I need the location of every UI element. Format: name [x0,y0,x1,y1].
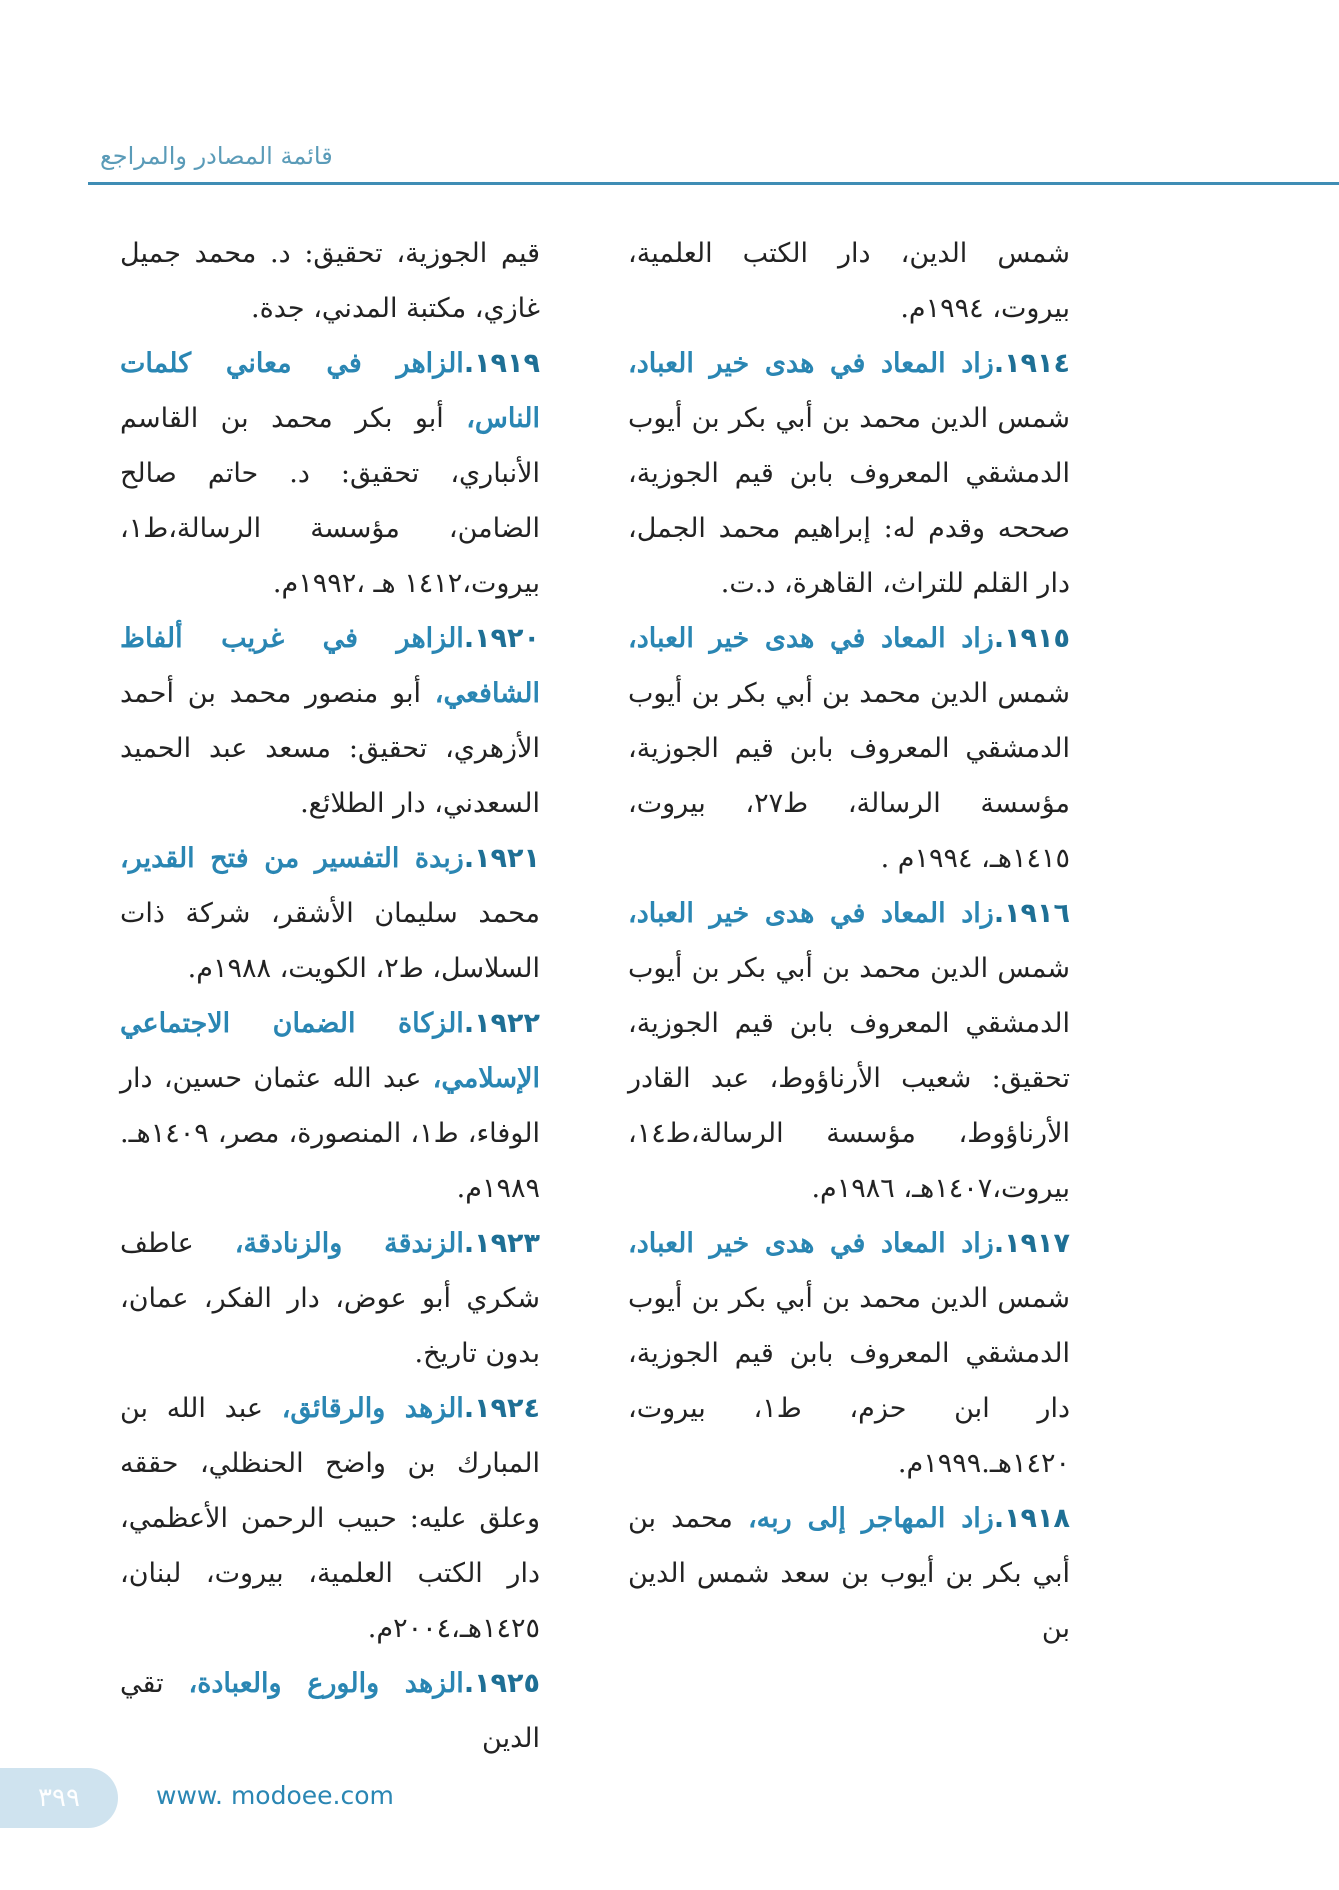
entry-number: ١٩٢٣. [463,1228,541,1259]
entry-body: تقي الدين [120,1668,540,1754]
entry-body: شمس الدين محمد بن أبي بكر بن أيوب الدمشقي المعروف بابن قيم الجوزية، تحقيق: شعيب الأرناؤوط، عبد القادر الأرناؤوط، مؤسسة الرسالة،ط١٤، بيروت،١٤٠٧هـ، ١٩٨٦م. [628,953,1070,1204]
entry-number: ١٩١٥. [993,623,1070,654]
page-number-badge [0,1768,118,1828]
entry-body: شمس الدين محمد بن أبي بكر بن أيوب الدمشقي المعروف بابن قيم الجوزية، مؤسسة الرسالة، ط٢٧، بيروت، ١٤١٥هـ، ١٩٩٤م . [628,678,1070,874]
right-column [628,226,1070,1656]
entry-title: زاد المعاد في هدى خير العباد، [628,348,994,379]
entry-body: شمس الدين محمد بن أبي بكر بن أيوب الدمشقي المعروف بابن قيم الجوزية، دار ابن حزم، ط١، بيروت، ١٤٢٠هـ.١٩٩٩م. [628,1283,1070,1479]
entry-number: ١٩٢٥. [463,1668,540,1699]
entry-body: شمس الدين، دار الكتب العلمية، بيروت، ١٩٩٤م. [628,238,1070,324]
bibliography-entry [628,336,1070,611]
bibliography-entry [120,831,540,996]
entry-title: الزاهر في غريب ألفاظ الشافعي، [120,623,540,709]
entry-body: أبو منصور محمد بن أحمد الأزهري، تحقيق: مسعد عبد الحميد السعدني، دار الطلائع. [120,678,540,819]
bibliography-entry [628,1216,1070,1491]
entry-title: الزهد والورع والعبادة، [188,1668,464,1699]
bibliography-entry [120,1656,540,1766]
page-number: ٣٩٩ [38,1783,80,1813]
entry-number: ١٩١٩. [463,348,540,379]
entry-body: قيم الجوزية، تحقيق: د. محمد جميل غازي، مكتبة المدني، جدة. [120,238,540,324]
entry-title: زاد المعاد في هدى خير العباد، [628,623,994,654]
entry-number: ١٩١٧. [993,1228,1070,1259]
entry-title: الزهد والرقائق، [281,1393,464,1424]
entry-body: شمس الدين محمد بن أبي بكر بن أيوب الدمشقي المعروف بابن قيم الجوزية، صححه وقدم له: إبراهيم محمد الجمل، دار القلم للتراث، القاهرة، د.ت. [628,403,1070,599]
website-url: www. modoee.com [156,1781,394,1810]
entry-body: عاطف شكري أبو عوض، دار الفكر، عمان، بدون تاريخ. [120,1228,540,1369]
entry-number: ١٩٢١. [463,843,540,874]
entry-title: زاد المهاجر إلى ربه، [747,1503,994,1534]
entry-title: زاد المعاد في هدى خير العباد، [628,898,994,929]
entry-number: ١٩٢٠. [463,623,540,654]
entry-title: الزندقة والزنادقة، [234,1228,464,1259]
entry-number: ١٩١٦. [993,898,1070,929]
entry-body: أبو بكر محمد بن القاسم الأنباري، تحقيق: د. حاتم صالح الضامن، مؤسسة الرسالة،ط١، بيروت،١٤١٢ هـ ،١٩٩٢م. [120,403,540,599]
entry-number: ١٩٢٢. [463,1008,540,1039]
left-column [120,226,540,1766]
bibliography-entry [628,226,1070,336]
bibliography-entry [120,996,540,1216]
entry-body: محمد بن أبي بكر بن أيوب بن سعد شمس الدين بن [628,1503,1070,1644]
entry-title: الزاهر في معاني كلمات الناس، [120,348,540,434]
entry-body: عبد الله بن المبارك بن واضح الحنظلي، حققه وعلق عليه: حبيب الرحمن الأعظمي، دار الكتب العلمية، بيروت، لبنان، ١٤٢٥هـ،٢٠٠٤م. [120,1393,540,1644]
entry-title: زبدة التفسير من فتح القدير، [120,843,464,874]
entry-title: الزكاة الضمان الاجتماعي الإسلامي، [120,1008,540,1094]
entry-number: ١٩١٨. [993,1503,1070,1534]
entry-number: ١٩٢٤. [463,1393,540,1424]
bibliography-entry [120,336,540,611]
bibliography-entry [628,611,1070,886]
bibliography-entry [628,886,1070,1216]
entry-title: زاد المعاد في هدى خير العباد، [628,1228,994,1259]
header-divider [88,182,1339,185]
bibliography-entry [120,226,540,336]
entry-body: محمد سليمان الأشقر، شركة ذات السلاسل، ط٢، الكويت، ١٩٨٨م. [120,898,540,984]
bibliography-entry [120,1216,540,1381]
running-header-title: قائمة المصادر والمراجع [100,142,333,170]
entry-number: ١٩١٤. [993,348,1070,379]
bibliography-entry [628,1491,1070,1656]
bibliography-entry [120,1381,540,1656]
bibliography-entry [120,611,540,831]
entry-body: عبد الله عثمان حسين، دار الوفاء، ط١، المنصورة، مصر، ١٤٠٩هـ. ١٩٨٩م. [120,1063,540,1204]
